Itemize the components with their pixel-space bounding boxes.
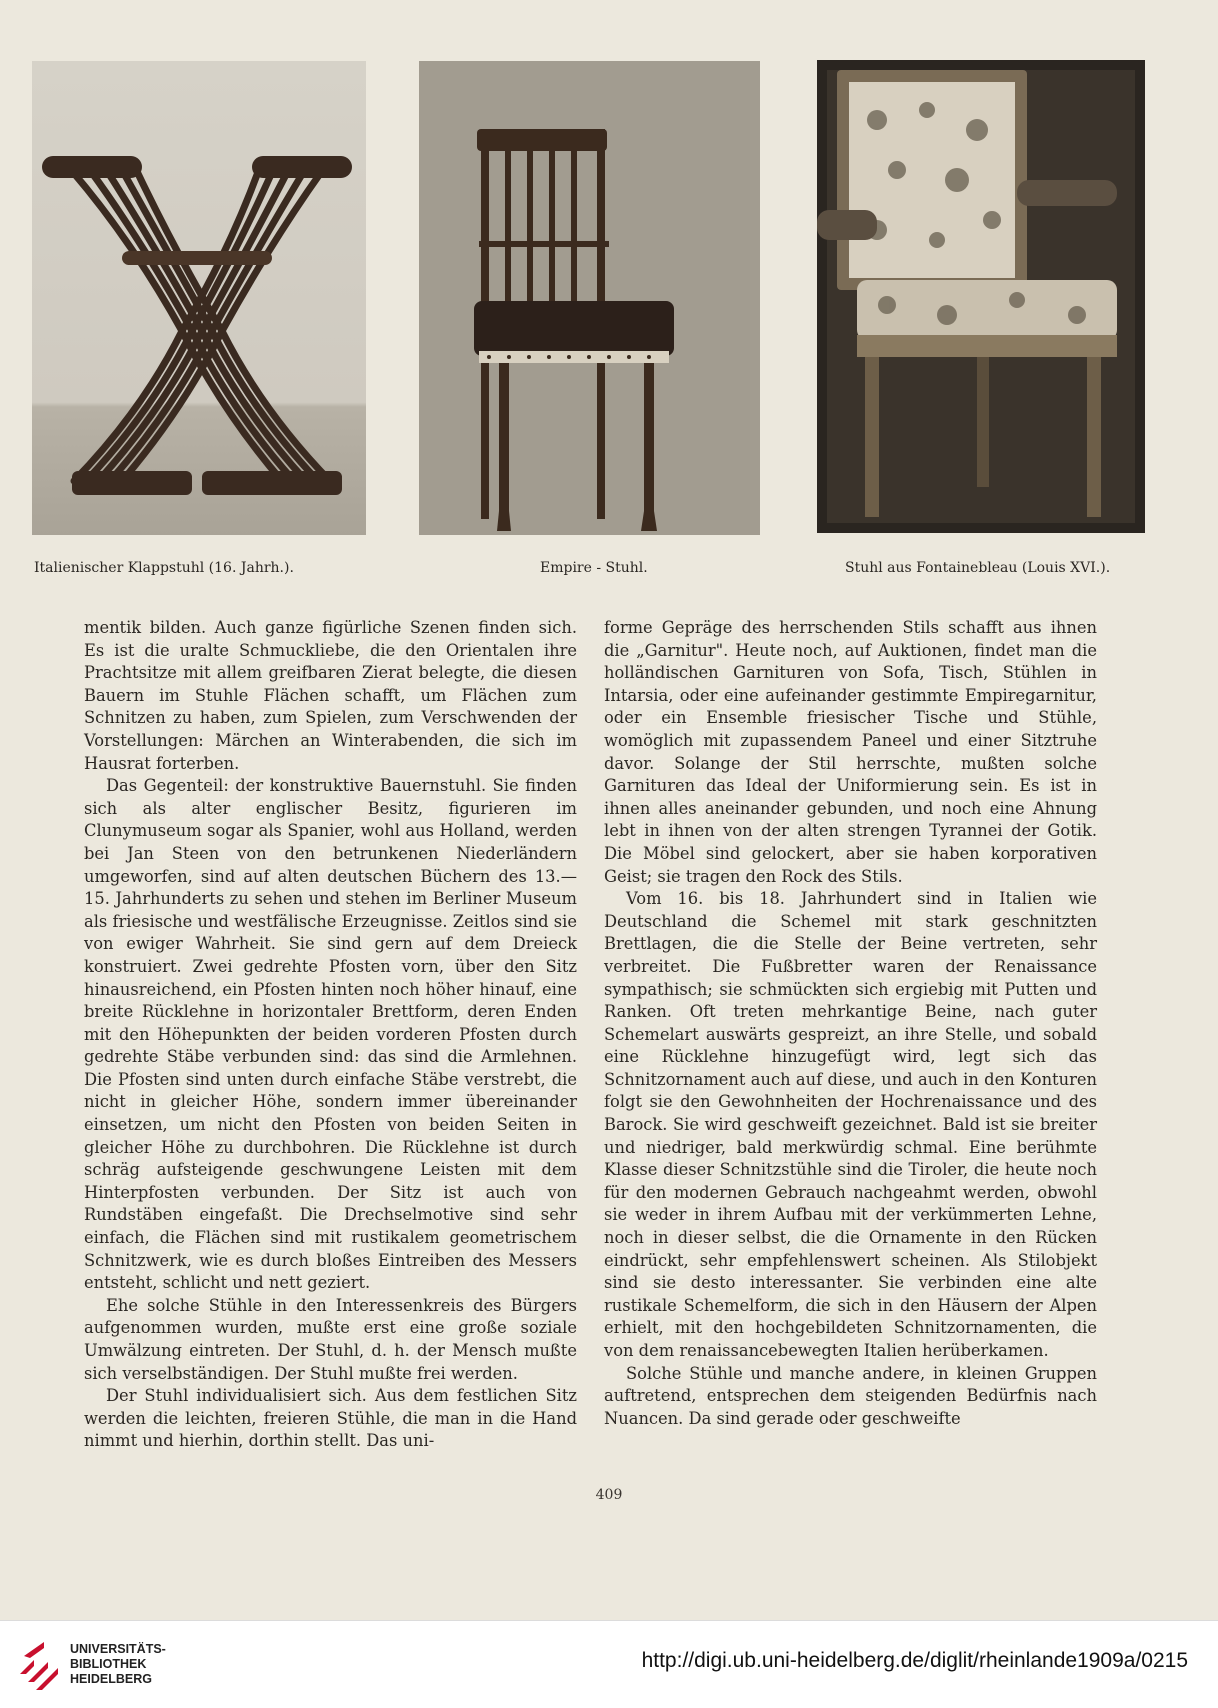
paragraph: forme Gepräge des herrschenden Stils schafft aus ihnen die „Garnitur". Heute noch, auf Auktionen, findet man die holländischen Garnituren von Sofa, Tisch, Stühlen in Intarsia, oder eine aufeinander gestimmte Empiregarnitur, oder ein Ensemble friesischer Tische und Stühle, womöglich mit zupassendem Paneel und einer Sitztruhe davor. Solange der Stil herrschte, mußten solche Garnituren das Ideal der Uniformierung sein. Es ist in ihnen alles aneinander gebunden, und noch eine Ahnung lebt in ihnen von der alten strengen Tyrannei der Gotik. Die Möbel sind gelockert, aber sie haben korporativen Geist; sie tragen den Rock des Stils. xyxy=(604,618,1097,886)
photo-italian-folding-chair xyxy=(32,61,366,535)
figure-caption: Italienischer Klappstuhl (16. Jahrh.). xyxy=(34,560,294,576)
footer-bar xyxy=(0,1620,1218,1708)
paragraph: Das Gegenteil: der konstruktive Bauernstuhl. Sie finden sich als alter englischer Besitz, figurieren im Clunymuseum sogar als Spanier, wohl aus Holland, werden bei Jan Steen von den betrunkenen Niederländern umgeworfen, sind auf alten deutschen Büchern des 13.—15. Jahrhunderts zu sehen und stehen im Berliner Museum als friesische und westfälische Erzeugnisse. Zeitlos sind sie von ewiger Wahrheit. Sie sind gern auf dem Dreieck konstruiert. Zwei gedrehte Pfosten vorn, über den Sitz hinausreichend, ein Pfosten hinten noch höher hinauf, eine breite Rücklehne in horizontaler Brettform, deren Enden mit den Höhepunkten der beiden vorderen Pfosten durch gedrehte Stäbe verbunden sind: das sind die Armlehnen. Die Pfosten sind unten durch einfache Stäbe verstrebt, die nicht in gleicher Höhe, sondern immer übereinander einsetzen, um nicht den Pfosten von beiden Seiten in gleicher Höhe zu durchbohren. Die Rücklehne ist durch schräg aufsteigende geschwungene Leisten mit dem Hinterpfosten verbunden. Der Sitz ist auch von Rundstäben eingefaßt. Die Drechselmotive sind sehr einfach, die Flächen sind mit rustikalem geometrischem Schnitzwerk, wie es durch bloßes Eintreiben des Messers entsteht, schlicht und nett geziert. xyxy=(84,776,577,1293)
page-number: 409 xyxy=(595,1487,623,1503)
photo-empire-chair xyxy=(419,61,760,535)
library-logo-icon xyxy=(14,1634,66,1692)
chair-illustration xyxy=(817,60,1145,533)
chair-illustration xyxy=(32,61,366,535)
figure-caption: Stuhl aus Fontainebleau (Louis XVI.). xyxy=(845,560,1111,576)
text-column-right xyxy=(604,617,1097,1430)
paragraph: Vom 16. bis 18. Jahrhundert sind in Italien wie Deutschland die Schemel mit stark geschnitzten Brettlagen, die die Stelle der Beine vertreten, sehr verbreitet. Die Fußbretter waren der Renaissance sympathisch; sie schmückten sich ergiebig mit Putten und Ranken. Oft treten mehrkantige Beine, nach guter Schemelart auswärts gespreizt, an ihre Stelle, und sobald eine Rücklehne hinzugefügt wird, legt sich das Schnitzornament auch auf diese, und auch in den Konturen folgt sie den Gewohnheiten der Hochrenaissance und des Barock. Sie wird geschweift gezeichnet. Bald ist sie breiter und niedriger, bald merkwürdig schmal. Eine berühmte Klasse dieser Schnitzstühle sind die Tiroler, die heute noch für den modernen Gebrauch nachgeahmt werden, obwohl sie weder in ihrem Aufbau mit der verkümmerten Lehne, noch in dieser selbst, die die Ornamente in den Rücken eindrückt, sehr empfehlenswert scheinen. Als Stilobjekt sind sie desto interessanter. Sie verbinden eine alte rustikale Schemelform, die sich in den Häusern der Alpen erhielt, mit den hochgebildeten Schnitzornamenten, die von dem renaissancebewegten Italien herüberkamen. xyxy=(604,889,1097,1360)
library-name-line: HEIDELBERG xyxy=(70,1672,152,1686)
library-name xyxy=(70,1642,166,1687)
photo-fontainebleau-chair xyxy=(817,60,1145,533)
paragraph: mentik bilden. Auch ganze figürliche Szenen finden sich. Es ist die uralte Schmuckliebe, die den Orientalen ihre Prachtsitze mit allem greifbaren Zierat belegte, die diesen Bauern im Stuhle Flächen schafft, um Flächen zum Schnitzen zu haben, zum Spielen, zum Verschwenden der Vorstellungen: Märchen an Winterabenden, die sich im Hausrat forterben. xyxy=(84,618,577,773)
source-url-link[interactable]: http://digi.ub.uni-heidelberg.de/diglit/rheinlande1909a/0215 xyxy=(641,1649,1188,1672)
paragraph: Ehe solche Stühle in den Interessenkreis des Bürgers aufgenommen wurden, mußte erst eine große soziale Umwälzung eintreten. Der Stuhl, d. h. der Mensch mußte sich verselbständigen. Der Stuhl mußte frei werden. xyxy=(84,1295,577,1383)
paragraph: Der Stuhl individualisiert sich. Aus dem festlichen Sitz werden die leichten, freieren Stühle, die man in die Hand nimmt und hierhin, dorthin stellt. Das uni- xyxy=(84,1386,577,1451)
paragraph: Solche Stühle und manche andere, in kleinen Gruppen auftretend, entsprechen dem steigenden Bedürfnis nach Nuancen. Da sind gerade oder geschweifte xyxy=(604,1363,1097,1428)
figure-caption: Empire - Stuhl. xyxy=(540,560,648,576)
chair-illustration xyxy=(419,61,760,535)
library-name-line: UNIVERSITÄTS- xyxy=(70,1642,166,1656)
library-name-line: BIBLIOTHEK xyxy=(70,1657,147,1671)
text-column-left xyxy=(84,617,577,1453)
